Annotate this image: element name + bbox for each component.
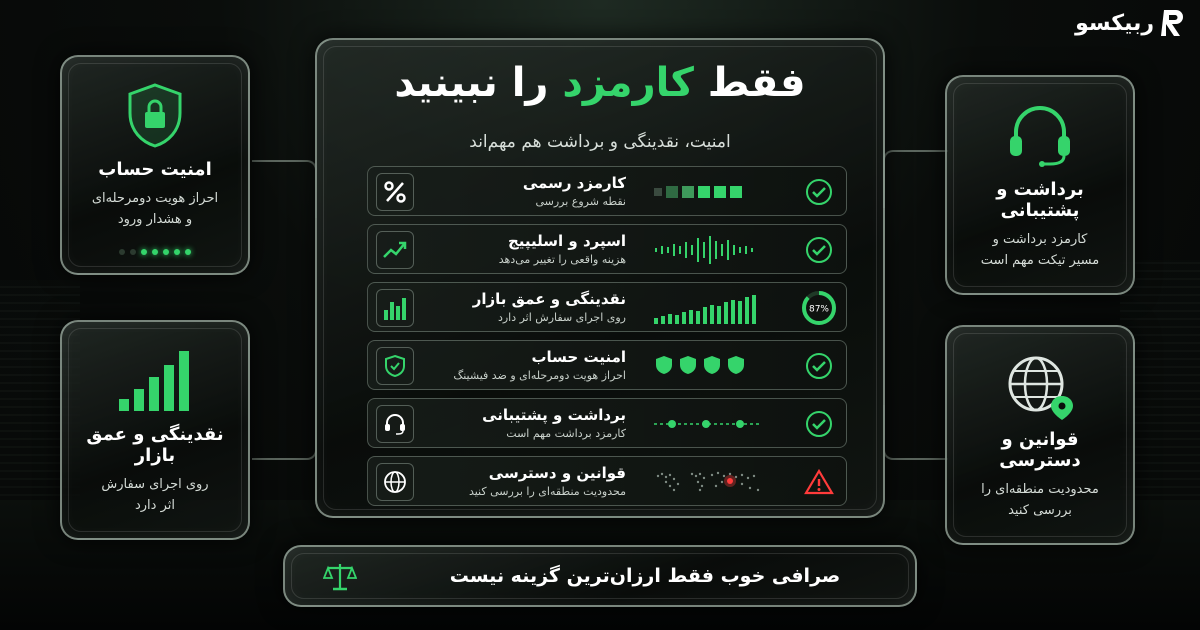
- checklist-row: [367, 340, 847, 390]
- shield-icon: [376, 347, 414, 385]
- globe-icon: [376, 463, 414, 501]
- side-card-title: امنیت حساب: [98, 159, 212, 180]
- row-title: نقدینگی و عمق بازار: [472, 290, 626, 308]
- row-subtitle: محدودیت منطقه‌ای را بررسی کنید: [468, 485, 626, 498]
- main-panel: [315, 38, 885, 518]
- brand-mark-icon: [1160, 8, 1186, 38]
- percent-label: 87%: [808, 304, 830, 315]
- brand-logo: [1075, 8, 1186, 38]
- checklist-row: [367, 282, 847, 332]
- check-icon: [800, 231, 838, 269]
- row-subtitle: کارمزد برداشت مهم است: [506, 427, 626, 440]
- warning-icon: [800, 463, 838, 501]
- trend-chart-icon: [376, 231, 414, 269]
- shield-row: [652, 350, 772, 382]
- side-card-desc: [74, 188, 236, 230]
- headset-icon: [376, 405, 414, 443]
- side-card-desc-line: و هشدار ورود: [117, 212, 193, 227]
- side-card-desc-line: احراز هویت دومرحله‌ای: [91, 191, 219, 206]
- side-card-title: قوانین و دسترسی: [999, 429, 1081, 471]
- side-card-withdrawal: [945, 75, 1135, 295]
- subheadline: امنیت، نقدینگی و برداشت هم مهم‌اند: [469, 132, 731, 152]
- row-text: [426, 232, 626, 266]
- lock-shield-icon: [74, 79, 236, 151]
- headset-icon: [959, 99, 1121, 171]
- row-text: [426, 174, 626, 208]
- footer-text: صرافی خوب فقط ارزان‌ترین گزینه نیست: [449, 565, 841, 587]
- side-card-title: برداشت و پشتیبانی: [996, 179, 1084, 221]
- side-card-security: [60, 55, 250, 275]
- side-card-desc-line: بررسی کنید: [1008, 503, 1072, 518]
- row-title: کارمزد رسمی: [522, 174, 626, 192]
- scale-icon: [323, 561, 357, 593]
- checklist-row: [367, 166, 847, 216]
- headline-part: فقط: [693, 60, 806, 106]
- side-card-desc-line: اثر دارد: [134, 498, 175, 513]
- checklist-row: [367, 456, 847, 506]
- row-text: [426, 406, 626, 440]
- row-subtitle: روی اجرای سفارش اثر دارد: [497, 311, 626, 324]
- check-icon: [800, 405, 838, 443]
- percent-icon: [376, 173, 414, 211]
- row-title: قوانین و دسترسی: [488, 464, 626, 482]
- connector-line: [252, 160, 317, 218]
- side-card-title: نقدینگی و عمق بازار: [86, 424, 224, 466]
- withdrawal-timeline: [652, 408, 772, 440]
- side-card-desc: [959, 479, 1121, 521]
- bar-chart-icon: [376, 289, 414, 327]
- row-title: برداشت و پشتیبانی: [482, 406, 626, 424]
- connector-line: [883, 405, 948, 460]
- connector-line: [883, 150, 948, 208]
- side-card-desc-line: کارمزد برداشت و: [992, 232, 1088, 247]
- connector-line: [252, 390, 317, 460]
- side-card-liquidity: [60, 320, 250, 540]
- level-indicator: [652, 176, 772, 208]
- globe-location-icon: [959, 349, 1121, 421]
- checklist-row: [367, 398, 847, 448]
- progress-dots: [62, 249, 248, 255]
- side-card-desc: [74, 474, 236, 516]
- side-card-desc-line: روی اجرای سفارش: [101, 477, 209, 492]
- check-icon: [800, 347, 838, 385]
- row-text: [426, 464, 626, 498]
- brand-name: ربیکسو: [1075, 10, 1154, 36]
- row-text: [426, 290, 626, 324]
- headline-part: را نبینید: [394, 60, 563, 106]
- row-subtitle: احراز هویت دومرحله‌ای و ضد فیشینگ: [453, 369, 626, 382]
- percent-ring: [800, 289, 838, 327]
- depth-bars: [652, 292, 772, 324]
- side-card-desc-line: محدودیت منطقه‌ای را: [981, 482, 1099, 497]
- side-card-desc: [959, 229, 1121, 271]
- headline: [317, 60, 883, 106]
- check-icon: [800, 173, 838, 211]
- bar-chart-icon: [74, 344, 236, 416]
- row-text: [426, 348, 626, 382]
- row-subtitle: هزینه واقعی را تغییر می‌دهد: [498, 253, 626, 266]
- row-title: امنیت حساب: [531, 348, 626, 366]
- headline-accent: کارمزد: [562, 60, 694, 106]
- side-card-rules: [945, 325, 1135, 545]
- checklist: [367, 166, 847, 514]
- spread-waveform: [652, 234, 772, 266]
- row-title: اسپرد و اسلیپیج: [507, 232, 626, 250]
- side-card-desc-line: مسیر تیکت مهم است: [980, 253, 1100, 268]
- checklist-row: [367, 224, 847, 274]
- world-map-dots: [652, 466, 772, 498]
- row-subtitle: نقطه شروع بررسی: [535, 195, 626, 208]
- footer-banner: [283, 545, 917, 607]
